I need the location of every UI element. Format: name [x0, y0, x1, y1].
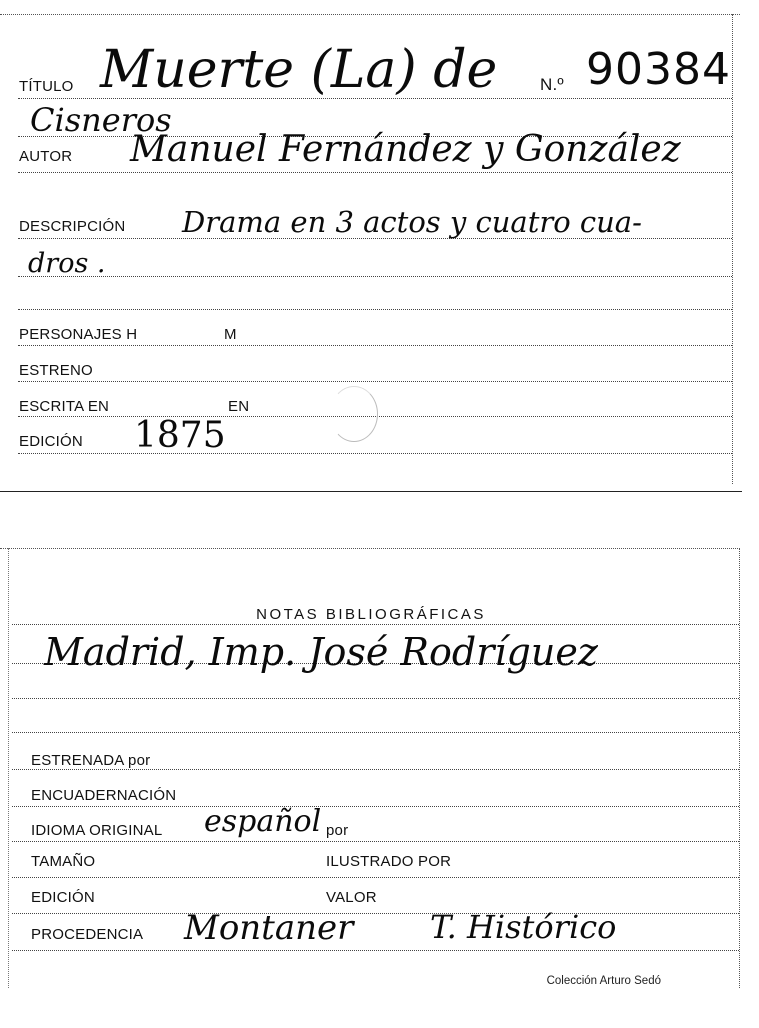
label-descripcion: DESCRIPCIÓN: [19, 218, 126, 235]
rule-line: [12, 806, 739, 807]
label-titulo: TÍTULO: [19, 78, 74, 95]
handwritten-procedencia-1: Montaner: [184, 908, 354, 948]
label-numero: N.º: [540, 75, 564, 94]
rule-line: [12, 877, 739, 878]
catalog-card-back: [0, 545, 759, 1028]
label-escrita-en: ESCRITA EN: [19, 398, 110, 415]
rule-line: [12, 841, 739, 842]
card-separator: [0, 491, 742, 492]
rule-line: [18, 276, 732, 277]
handwritten-procedencia-2: T. Histórico: [430, 908, 617, 946]
notes-title: NOTAS BIBLIOGRÁFICAS: [256, 606, 486, 623]
rule-line: [12, 698, 739, 699]
rule-line: [12, 913, 739, 914]
handwritten-descripcion-line2: dros .: [28, 248, 106, 279]
rule-line: [18, 381, 732, 382]
handwritten-descripcion-line1: Drama en 3 actos y cuatro cua-: [182, 205, 642, 239]
handwritten-numero: 90384: [586, 44, 731, 95]
label-ilustrado: ILUSTRADO POR: [326, 853, 452, 870]
label-edicion-bottom: EDICIÓN: [31, 889, 95, 906]
label-procedencia: PROCEDENCIA: [31, 926, 144, 943]
card-right-edge: [732, 14, 733, 484]
collection-credit: Colección Arturo Sedó: [546, 975, 661, 987]
card-top-edge: [0, 548, 740, 549]
rule-line: [18, 172, 732, 173]
label-idioma: IDIOMA ORIGINAL: [31, 822, 163, 839]
label-en: EN: [228, 398, 250, 415]
card-top-edge: [0, 14, 740, 15]
handwritten-edicion: 1875: [134, 415, 226, 456]
rule-line: [12, 950, 739, 951]
label-personajes-m: M: [224, 326, 237, 343]
label-personajes: PERSONAJES H: [19, 326, 138, 343]
rule-line: [12, 732, 739, 733]
handwritten-idioma: español: [204, 804, 322, 839]
rule-line: [18, 309, 732, 310]
label-valor: VALOR: [326, 889, 377, 906]
handwritten-titulo-line2: Cisneros: [30, 101, 172, 139]
rule-line: [18, 453, 732, 454]
label-idioma-por: por: [326, 822, 349, 839]
handwritten-notes-line1: Madrid, Imp. José Rodríguez: [44, 630, 598, 674]
rule-line: [18, 345, 732, 346]
handwritten-titulo-line1: Muerte (La) de: [100, 40, 498, 100]
label-tamano: TAMAÑO: [31, 853, 96, 870]
punch-hole-mark: [330, 386, 378, 442]
rule-line: [12, 624, 739, 625]
catalog-card-front: [0, 0, 759, 494]
handwritten-autor: Manuel Fernández y González: [130, 129, 681, 170]
label-edicion: EDICIÓN: [19, 433, 83, 450]
label-autor: AUTOR: [19, 148, 73, 165]
label-estreno: ESTRENO: [19, 362, 93, 379]
label-estrenada: ESTRENADA por: [31, 752, 151, 769]
label-encuadernacion: ENCUADERNACIÓN: [31, 787, 177, 804]
